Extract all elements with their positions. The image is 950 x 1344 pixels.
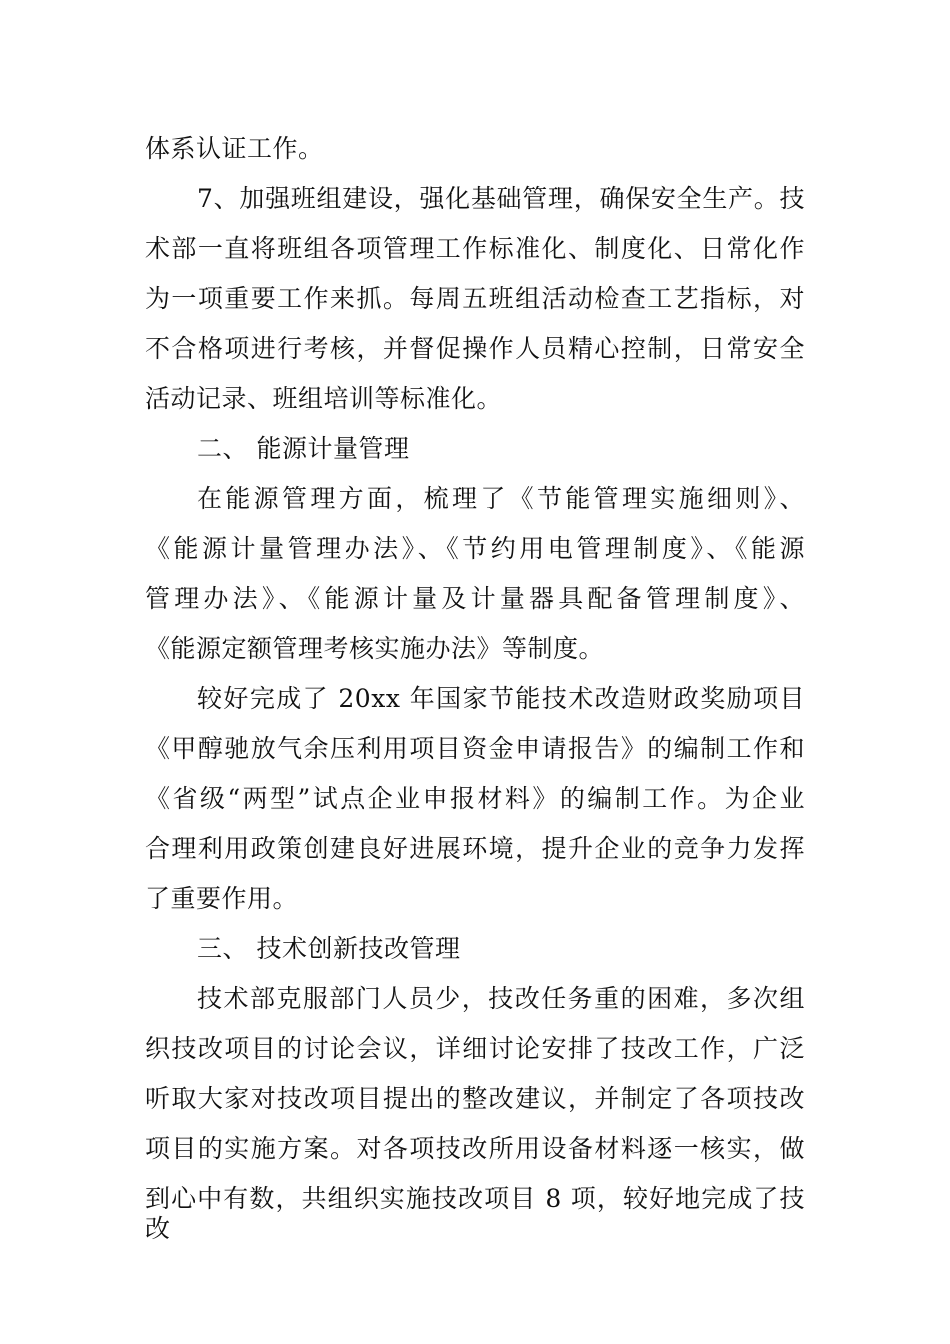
text-line: 7、加强班组建设，强化基础管理，确保安全生产。技 <box>197 184 805 213</box>
text-line: 体系认证工作。 <box>145 134 324 163</box>
text-line: 在能源管理方面，梳理了《节能管理实施细则》、 <box>197 484 805 513</box>
text-line: 织技改项目的讨论会议，详细讨论安排了技改工作，广泛 <box>145 1034 805 1063</box>
text-line: 到心中有数，共组织实施技改项目 8 项，较好地完成了技改 <box>145 1184 805 1243</box>
text-line: 三、 技术创新技改管理 <box>197 934 461 963</box>
text-line: 二、 能源计量管理 <box>197 434 410 463</box>
text-line: 不合格项进行考核，并督促操作人员精心控制，日常安全 <box>145 334 805 363</box>
text-line: 了重要作用。 <box>145 884 299 913</box>
text-line: 《甲醇驰放气余压利用项目资金申请报告》的编制工作和 <box>145 734 805 763</box>
text-line: 为一项重要工作来抓。每周五班组活动检查工艺指标，对 <box>145 284 805 313</box>
text-line: 管理办法》、《能源计量及计量器具配备管理制度》、 <box>145 584 805 613</box>
text-line: 活动记录、班组培训等标准化。 <box>145 384 503 413</box>
text-line: 项目的实施方案。对各项技改所用设备材料逐一核实，做 <box>145 1134 805 1163</box>
text-line: 技术部克服部门人员少，技改任务重的困难，多次组 <box>197 984 805 1013</box>
text-line: 较好完成了 20xx 年国家节能技术改造财政奖励项目 <box>197 684 805 713</box>
text-line: 《省级“两型”试点企业申报材料》的编制工作。为企业 <box>145 784 805 813</box>
text-line: 听取大家对技改项目提出的整改建议，并制定了各项技改 <box>145 1084 805 1113</box>
text-line: 《能源定额管理考核实施办法》等制度。 <box>145 634 605 663</box>
text-line: 术部一直将班组各项管理工作标准化、制度化、日常化作 <box>145 234 805 263</box>
text-line: 《能源计量管理办法》、《节约用电管理制度》、《能源 <box>145 534 805 563</box>
text-line: 合理利用政策创建良好进展环境，提升企业的竞争力发挥 <box>145 834 805 863</box>
